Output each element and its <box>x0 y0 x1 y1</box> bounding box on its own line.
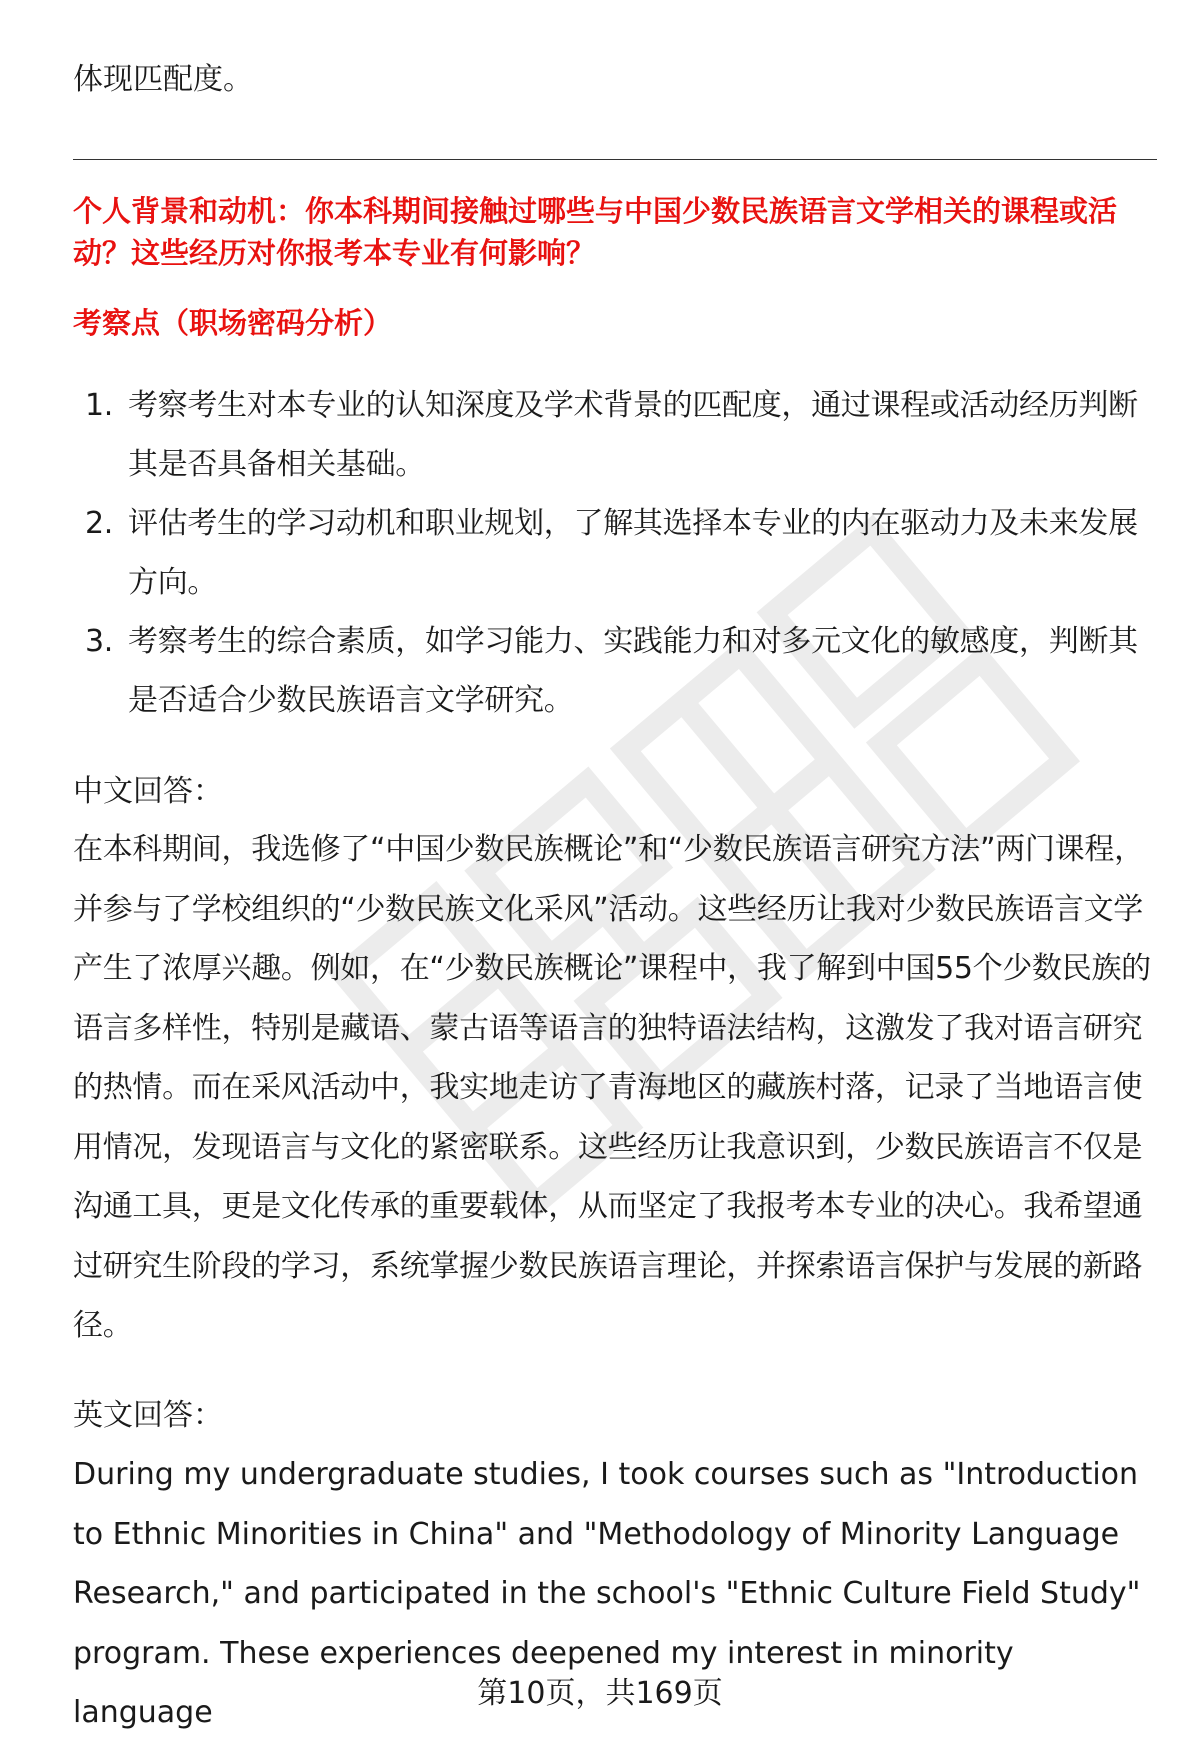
english-answer-label: 英文回答： <box>73 1398 223 1433</box>
analysis-heading: 考察点（职场密码分析） <box>73 306 393 340</box>
list-item-text: 评估考生的学习动机和职业规划，了解其选择本专业的内在驱动力及未来发展方向。 <box>128 506 1138 600</box>
list-item <box>73 494 1157 612</box>
list-number: 2. <box>85 506 114 541</box>
analysis-points-list <box>73 376 1157 730</box>
list-item <box>73 612 1157 730</box>
chinese-answer-label: 中文回答： <box>73 774 223 809</box>
page-indicator: 第10页，共169页 <box>477 1676 723 1711</box>
list-item-text: 考察考生的综合素质，如学习能力、实践能力和对多元文化的敏感度，判断其是否适合少数民族语言文学研究。 <box>128 624 1138 718</box>
question-heading: 个人背景和动机：你本科期间接触过哪些与中国少数民族语言文学相关的课程或活动？这些经历对你报考本专业有何影响？ <box>73 194 1118 270</box>
list-number: 3. <box>85 624 114 659</box>
english-answer-paragraph: During my undergraduate studies, I took courses such as "Introduction to Ethnic Minorities in China" and "Methodology of Minority Language Research," and participated in the school's "Ethnic Culture Field Study" program. These experiences deepened my interest in minority language <box>73 1457 1141 1730</box>
list-item <box>73 376 1157 494</box>
section-divider <box>73 159 1157 160</box>
list-number: 1. <box>85 388 114 423</box>
previous-section-fragment: 体现匹配度。 <box>73 62 253 97</box>
list-item-text: 考察考生对本专业的认知深度及学术背景的匹配度，通过课程或活动经历判断其是否具备相关基础。 <box>128 388 1138 482</box>
chinese-answer-paragraph: 在本科期间，我选修了“中国少数民族概论”和“少数民族语言研究方法”两门课程，并参与了学校组织的“少数民族文化采风”活动。这些经历让我对少数民族语言文学产生了浓厚兴趣。例如，在“少数民族概论”课程中，我了解到中国55个少数民族的语言多样性，特别是藏语、蒙古语等语言的独特语法结构，这激发了我对语言研究的热情。而在采风活动中，我实地走访了青海地区的藏族村落，记录了当地语言使用情况，发现语言与文化的紧密联系。这些经历让我意识到，少数民族语言不仅是沟通工具，更是文化传承的重要载体，从而坚定了我报考本专业的决心。我希望通过研究生阶段的学习，系统掌握少数民族语言理论，并探索语言保护与发展的新路径。 <box>73 832 1151 1343</box>
